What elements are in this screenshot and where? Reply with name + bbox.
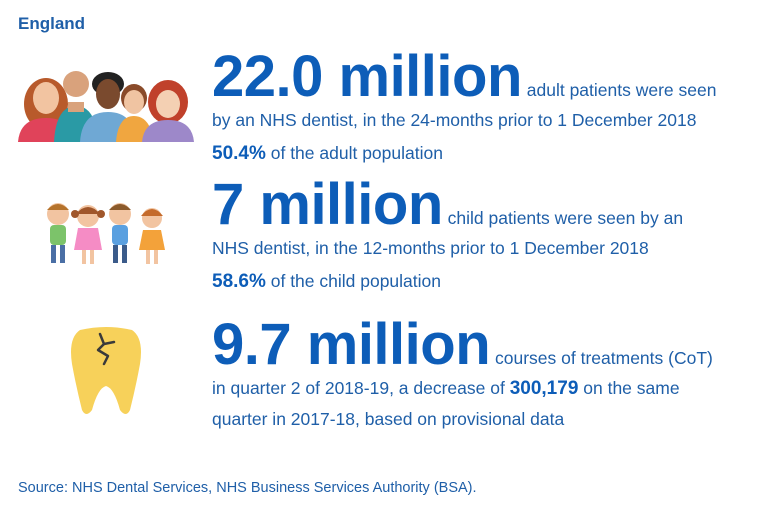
adults-group-icon xyxy=(16,62,196,142)
cracked-tooth-icon xyxy=(68,326,144,418)
treatments-text-line2 xyxy=(212,373,760,404)
treatments-figure: 9.7 million xyxy=(212,312,491,377)
adult-population-percent: 50.4% xyxy=(212,143,266,164)
adult-patients-text: adult patients were seen xyxy=(521,80,717,100)
treatments-line2-post: on the same xyxy=(578,378,680,398)
region-title: England xyxy=(18,14,86,33)
adult-population-text: of the adult population xyxy=(265,143,443,163)
child-population-text: of the child population xyxy=(265,271,442,291)
adult-patients-figure: 22.0 million xyxy=(212,44,522,109)
source-note: Source: NHS Dental Services, NHS Business Services Authority (BSA). xyxy=(18,480,477,496)
treatments-line2-pre: in quarter 2 of 2018-19, a decrease of xyxy=(212,378,510,398)
adult-patients-text-line2: by an NHS dentist, in the 24-months prior to 1 December 2018 xyxy=(212,110,697,130)
child-patients-stat xyxy=(212,172,760,293)
children-group-icon xyxy=(42,200,172,266)
child-patients-text-line2: NHS dentist, in the 12-months prior to 1 December 2018 xyxy=(212,238,649,258)
child-patients-text: child patients were seen by an xyxy=(442,208,684,228)
child-patients-figure: 7 million xyxy=(212,172,443,237)
adult-patients-stat xyxy=(212,44,760,165)
treatments-text-line3: quarter in 2017-18, based on provisional data xyxy=(212,409,565,429)
treatments-text: courses of treatments (CoT) xyxy=(490,348,713,368)
child-population-percent: 58.6% xyxy=(212,271,266,292)
treatments-decrease-value: 300,179 xyxy=(509,378,579,399)
treatments-stat xyxy=(212,312,760,434)
